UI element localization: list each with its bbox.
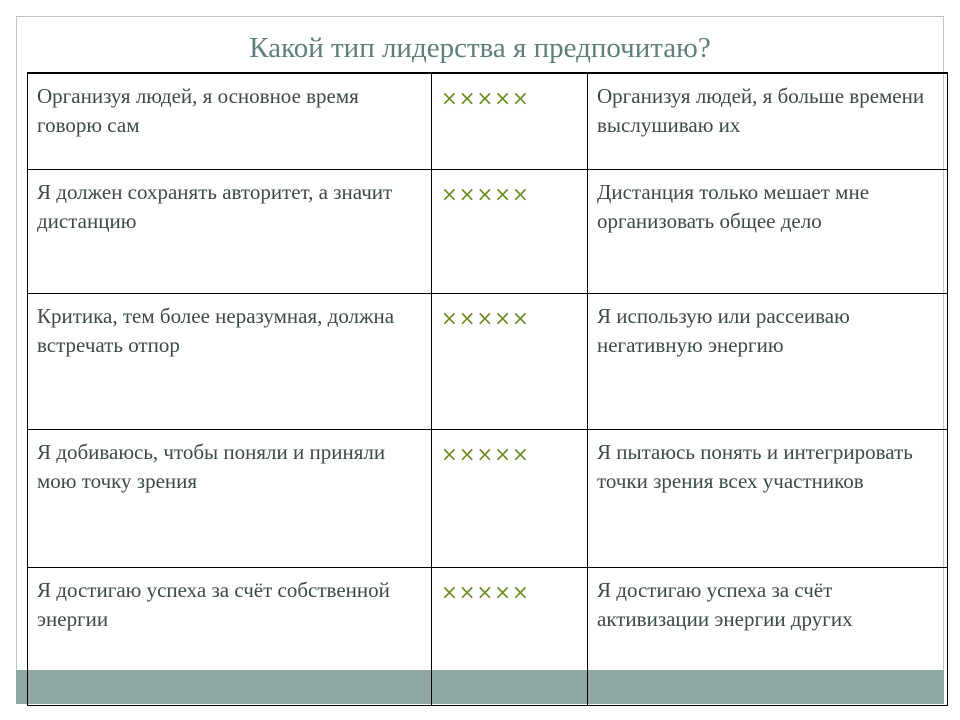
slide-title: Какой тип лидерства я предпочитаю? — [249, 32, 711, 64]
rating-scale[interactable]: ××××× — [432, 429, 588, 567]
table-row — [28, 73, 948, 169]
table-row — [28, 429, 948, 567]
rating-scale[interactable]: ××××× — [432, 73, 588, 169]
frame-line-top — [16, 16, 944, 17]
right-statement: Организуя людей, я больше времени выслушиваю их — [588, 73, 948, 169]
left-statement: Я должен сохранять авторитет, а значит дистанцию — [28, 169, 432, 293]
left-statement: Организуя людей, я основное время говорю сам — [28, 73, 432, 169]
left-statement: Я добиваюсь, чтобы поняли и приняли мою точку зрения — [28, 429, 432, 567]
right-statement: Дистанция только мешает мне организовать общее дело — [588, 169, 948, 293]
rating-scale[interactable]: ××××× — [432, 293, 588, 429]
rating-scale[interactable]: ××××× — [432, 567, 588, 705]
frame-line-left — [16, 16, 17, 704]
table-row — [28, 567, 948, 705]
leadership-table — [27, 72, 948, 706]
left-statement: Я достигаю успеха за счёт собственной энергии — [28, 567, 432, 705]
left-statement: Критика, тем более неразумная, должна встречать отпор — [28, 293, 432, 429]
right-statement: Я пытаюсь понять и интегрировать точки зрения всех участников — [588, 429, 948, 567]
right-statement: Я использую или рассеиваю негативную энергию — [588, 293, 948, 429]
right-statement: Я достигаю успеха за счёт активизации энергии других — [588, 567, 948, 705]
table-row — [28, 169, 948, 293]
table-row — [28, 293, 948, 429]
rating-scale[interactable]: ××××× — [432, 169, 588, 293]
